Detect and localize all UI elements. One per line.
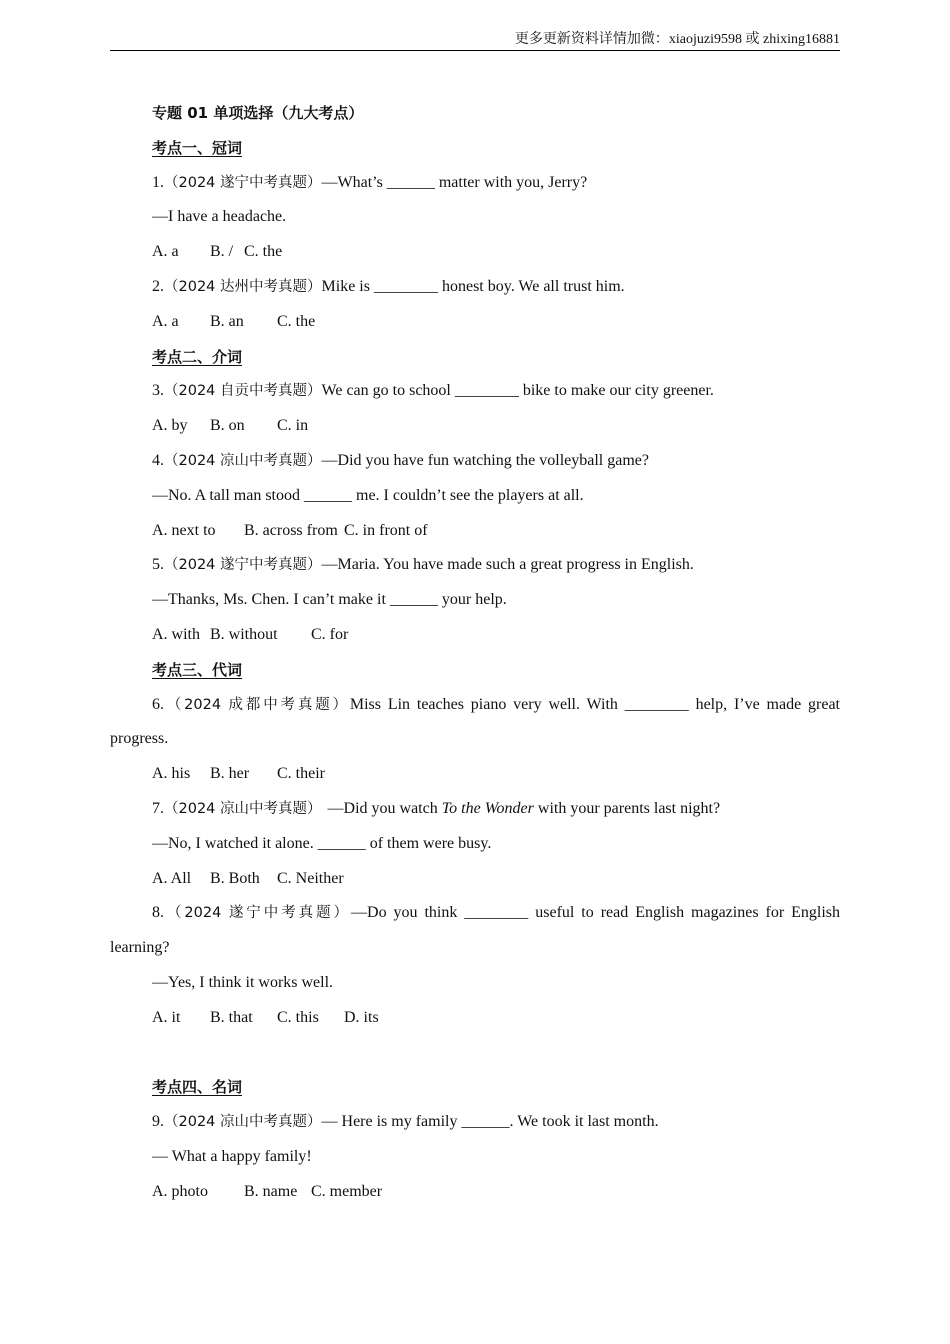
option-b: B. Both — [210, 869, 260, 887]
q1-text: —What’s ______ matter with you, Jerry? — [321, 173, 588, 191]
q8-options — [110, 1001, 840, 1036]
q3-text: We can go to school ________ bike to make our city greener. — [321, 382, 714, 400]
q5-number: 5. — [152, 556, 164, 574]
q6-text: Miss Lin teaches piano very well. With ________ help, I’ve made great — [349, 695, 841, 713]
section-heading — [110, 1070, 840, 1105]
option-a: A. a — [152, 243, 179, 261]
q8-reply: —Yes, I think it works well. — [152, 973, 334, 991]
question-3 — [110, 374, 840, 409]
q9-reply: — What a happy family! — [152, 1147, 312, 1165]
option-c: C. the — [244, 243, 283, 261]
q2-number: 2. — [152, 277, 164, 295]
section-heading — [110, 653, 840, 688]
question-4 — [110, 444, 840, 479]
q7-source: （2024 凉山中考真题） — [164, 800, 322, 817]
q6-source: （2024 成都中考真题） — [164, 696, 350, 713]
q7-text-pre: —Did you watch — [327, 799, 442, 817]
option-b: B. across from — [244, 521, 338, 539]
q1-options — [110, 235, 840, 270]
q5-text: —Maria. You have made such a great progress in English. — [321, 556, 694, 574]
q9-number: 9. — [152, 1113, 164, 1131]
option-a: A. it — [152, 1008, 181, 1026]
blank-line — [110, 1036, 840, 1071]
q8-number: 8. — [152, 904, 164, 922]
q8-source: （2024 遂宁中考真题） — [164, 905, 352, 922]
section-2-title: 考点二、介词 — [152, 347, 243, 366]
q9-source: （2024 凉山中考真题） — [164, 1114, 322, 1131]
option-c: C. the — [277, 312, 316, 330]
option-b: B. without — [210, 625, 278, 643]
question-9 — [110, 1105, 840, 1140]
q1-reply: —I have a headache. — [152, 208, 287, 226]
q7-reply: —No, I watched it alone. ______ of them were busy. — [152, 834, 492, 852]
question-5 — [110, 548, 840, 583]
q2-text: Mike is ________ honest boy. We all trust him. — [321, 277, 625, 295]
q5-options — [110, 618, 840, 653]
question-2 — [110, 270, 840, 305]
q1-source: （2024 遂宁中考真题） — [164, 174, 322, 191]
q3-source: （2024 自贡中考真题） — [164, 383, 322, 400]
option-c: C. member — [311, 1182, 383, 1200]
option-b: B. name — [244, 1182, 298, 1200]
option-b: B. / — [210, 243, 234, 261]
option-a: A. All — [152, 869, 192, 887]
q7-number: 7. — [152, 799, 164, 817]
option-a: A. by — [152, 417, 188, 435]
section-1-title: 考点一、冠词 — [152, 138, 243, 157]
option-c: C. their — [277, 765, 325, 783]
option-c: C. for — [311, 625, 349, 643]
q2-options — [110, 305, 840, 340]
q8-continuation: learning? — [110, 939, 170, 957]
option-c: C. in — [277, 417, 309, 435]
q4-number: 4. — [152, 451, 164, 469]
option-c: C. this — [277, 1008, 319, 1026]
q7-text-post: with your parents last night? — [533, 799, 721, 817]
option-a: A. with — [152, 625, 200, 643]
header-text: 更多更新资料详情加微：xiaojuzi9598 或 zhixing16881 — [514, 32, 840, 47]
q9-options — [110, 1175, 840, 1210]
section-heading — [110, 131, 840, 166]
q1-number: 1. — [152, 173, 164, 191]
option-a: A. photo — [152, 1182, 208, 1200]
q4-source: （2024 凉山中考真题） — [164, 452, 322, 469]
option-b: B. her — [210, 765, 250, 783]
q8-text: —Do you think ________ useful to read English magazines for English — [351, 904, 841, 922]
option-b: B. on — [210, 417, 245, 435]
section-4-title: 考点四、名词 — [152, 1078, 243, 1097]
option-c: C. in front of — [344, 521, 428, 539]
q4-text: —Did you have fun watching the volleyball game? — [321, 451, 649, 469]
question-7 — [110, 792, 840, 827]
option-c: C. Neither — [277, 869, 344, 887]
q5-source: （2024 遂宁中考真题） — [164, 557, 322, 574]
question-1 — [110, 166, 840, 201]
q4-reply: —No. A tall man stood ______ me. I couldn’t see the players at all. — [152, 486, 584, 504]
option-b: B. an — [210, 312, 244, 330]
question-8 — [110, 896, 840, 931]
q6-continuation: progress. — [110, 730, 169, 748]
q4-options — [110, 514, 840, 549]
section-heading — [110, 340, 840, 375]
q9-text: — Here is my family ______. We took it last month. — [321, 1113, 659, 1131]
document-body — [110, 96, 840, 1210]
q3-options — [110, 409, 840, 444]
option-b: B. that — [210, 1008, 253, 1026]
q6-number: 6. — [152, 695, 164, 713]
q2-source: （2024 达州中考真题） — [164, 278, 322, 295]
doc-title: 专题 01 单项选择（九大考点） — [152, 104, 364, 122]
option-a: A. a — [152, 312, 179, 330]
section-3-title: 考点三、代词 — [152, 660, 243, 679]
option-a: A. his — [152, 765, 191, 783]
q5-reply: —Thanks, Ms. Chen. I can’t make it ______ your help. — [152, 591, 507, 609]
q7-options — [110, 862, 840, 897]
q7-movie-title: To the Wonder — [441, 799, 534, 817]
question-6 — [110, 688, 840, 723]
q3-number: 3. — [152, 382, 164, 400]
q6-options — [110, 757, 840, 792]
page-header — [110, 28, 840, 51]
option-a: A. next to — [152, 521, 216, 539]
option-d: D. its — [344, 1008, 379, 1026]
